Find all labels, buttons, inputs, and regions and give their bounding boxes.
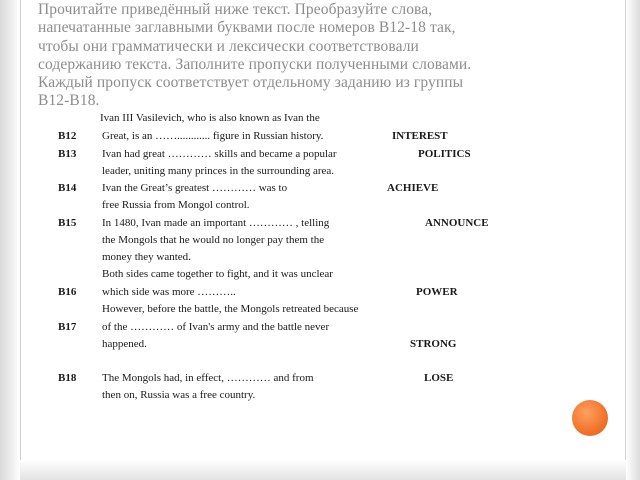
task-code: B16 [58, 286, 77, 298]
task-code: B12 [58, 130, 77, 142]
task-code: B17 [58, 321, 77, 333]
task-text-line: leader, uniting many princes in the surrounding area. [102, 165, 335, 177]
task-text-line: money they wanted. [102, 251, 191, 263]
task-keyword: LOSE [424, 372, 454, 384]
slide-bottom-border [20, 460, 626, 480]
instruction-line: чтобы они грамматически и лексически соответствовали [38, 37, 419, 55]
task-text-line: Both sides came together to fight, and it was unclear [102, 268, 333, 280]
instruction-line: B12-B18. [38, 92, 100, 110]
slide-left-border [0, 0, 21, 480]
intro-line: Ivan III Vasilevich, who is also known as Ivan the [100, 112, 320, 124]
task-code: B14 [58, 182, 77, 194]
task-text-line: In 1480, Ivan made an important ………… , telling [102, 217, 330, 229]
task-text-line: the Mongols that he would no longer pay them the [102, 234, 325, 246]
task-text-line: happened. [102, 338, 147, 350]
instruction-line: содержанию текста. Заполните пропуски полученными словами. [38, 55, 472, 73]
task-text-line: However, before the battle, the Mongols retreated because [102, 303, 359, 315]
instruction-line: Прочитайте приведённый ниже текст. Преобразуйте слова, [38, 1, 433, 18]
task-keyword: POWER [416, 286, 458, 298]
instruction-text [38, 1, 598, 111]
task-text-line: The Mongols had, in effect, ………… and from [102, 372, 314, 384]
task-text-line: then on, Russia was a free country. [102, 389, 256, 401]
task-text-line: Great, is an ……............ figure in Russian history. [102, 130, 324, 142]
task-keyword: ANNOUNCE [425, 217, 489, 229]
task-code: B18 [58, 372, 77, 384]
task-code: B13 [58, 148, 77, 160]
task-code: B15 [58, 217, 77, 229]
task-text-line: free Russia from Mongol control. [102, 199, 250, 211]
instruction-line: напечатанные заглавными буквами после номеров B12-18 так, [38, 19, 456, 37]
orange-circle-decoration [572, 400, 608, 436]
task-keyword: ACHIEVE [387, 182, 439, 194]
slide-right-border [625, 0, 640, 480]
instruction-line: Каждый пропуск соответствует отдельному заданию из группы [38, 74, 464, 92]
task-text-line: which side was more ……….. [102, 286, 236, 298]
task-text-line: Ivan the Great’s greatest ………… was to [102, 182, 288, 194]
task-keyword: INTEREST [392, 130, 448, 142]
task-text-line: Ivan had great ………… skills and became a popular [102, 148, 337, 160]
task-keyword: POLITICS [418, 148, 471, 160]
task-keyword: STRONG [410, 338, 457, 350]
task-text-line: of the ………… of Ivan's army and the battle never [102, 321, 330, 333]
